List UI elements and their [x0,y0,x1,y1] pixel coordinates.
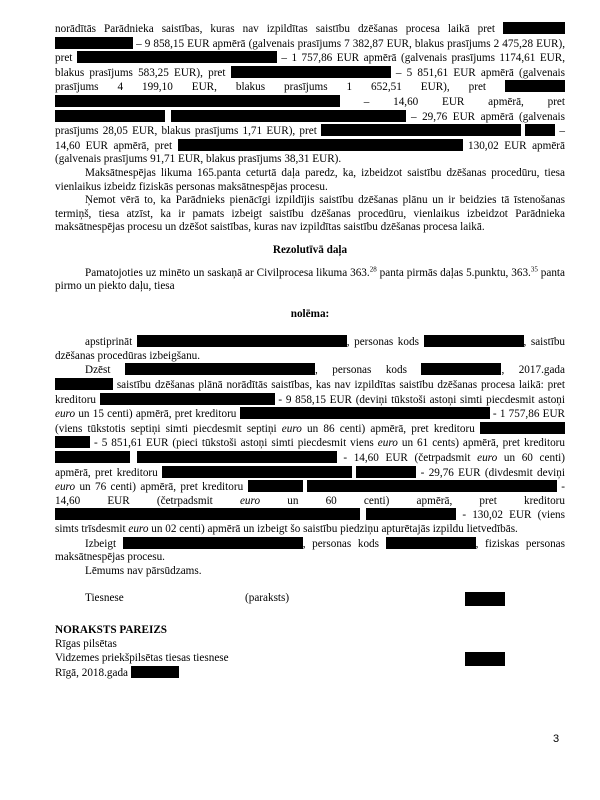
text: Pamatojoties uz minēto un saskaņā ar Civilprocesa likuma 363. [85,266,370,279]
text-italic: euro [55,481,76,494]
paragraph-court-finding: Ņemot vērā to, ka Parādnieks pienācīgi izpildījis saistību dzēšanas plānu un ir beidzies tā īstenošanas termiņš, tiesa atzīst, ka ir pamats izbeigt saistību dzēšanas procedūru, vienlaikus izbeidzot Parādnieka maksātnespējas procesu un dzēšot saistības, kuras nav izpildītas saistību dzēšanas procesa laikā. [55,194,565,234]
copy-court: Vidzemes priekšpilsētas tiesas tiesnese [55,651,229,664]
redaction-block [125,363,315,375]
text: - 29,76 EUR (divdesmit deviņi [420,466,565,479]
text-italic: euro [239,494,261,507]
text: un 60 centi) apmērā, pret kreditoru [55,452,566,479]
heading-resolutive-part: Rezolutīvā daļa [272,243,348,256]
redaction-block [77,51,277,63]
text: un 60 centi) apmērā, pret kreditoru [260,494,565,507]
copy-date [55,666,565,681]
signature-line [55,592,565,610]
text: , saistību dzēšanas procedūras izbeigšanu. [55,336,566,362]
redaction-block [525,124,555,136]
text: - 9 858,15 EUR (deviņi tūkstoši astoņi simti piecdesmit astoņi [278,393,565,406]
paragraph-law-reference: Maksātnespējas likuma 165.panta ceturtā daļa paredz, ka, izbeidzot saistību dzēšanas procedūru, tiesa vienlaikus izbeidz fiziskās personas maksātnespējas procesu. [55,166,565,193]
redaction-block [55,508,360,520]
paragraph-legal-basis [55,264,565,294]
redaction-block [55,110,165,122]
redaction-block [178,139,463,151]
redaction-block [137,335,347,347]
text: - 130,02 EUR (viens simts trīsdesmit [55,509,565,535]
text: , personas kods [302,537,380,550]
heading-decided: nolēma: [290,307,330,320]
text: - 5 851,61 EUR (pieci tūkstoši astoņi simti piecdesmit viens [94,437,374,450]
paragraph-not-appealable: Lēmums nav pārsūdzams. [85,564,202,577]
page-number: 3 [553,733,560,745]
text-italic: euro [377,437,398,450]
redaction-block [465,592,505,606]
paragraph-unfulfilled-obligations [55,22,565,167]
redaction-block [171,110,406,122]
redaction-block [465,652,505,666]
redaction-block [55,436,90,448]
text: apstiprināt [85,336,133,349]
document-page [55,22,565,680]
text: – 9 858,15 EUR apmērā (galvenais prasījums 7 382,87 EUR, blakus prasījums 2 475,28 EUR), pret [55,37,566,65]
text: un 76 centi) apmērā, pret kreditoru [75,481,244,494]
copy-court-line [55,652,565,666]
copy-certified-heading: NORAKSTS PAREIZS [55,624,168,637]
redaction-block [123,537,303,549]
text: un 86 centi) apmērā, pret kreditoru [301,422,475,435]
paragraph-approve [55,335,565,363]
text: – 14,60 EUR apmērā, pret [55,125,566,152]
paragraph-terminate [55,537,565,565]
redaction-block [131,666,179,678]
text: , personas kods [314,364,407,377]
redaction-block [366,508,456,520]
signature-placeholder: (paraksts) [245,592,290,605]
text: – 14,60 EUR apmērā, pret [363,95,565,108]
redaction-block [55,378,113,390]
redaction-block [503,22,565,34]
text-italic: euro [128,523,149,535]
redaction-block [240,407,490,419]
superscript: 28 [369,264,377,273]
redaction-block [100,393,275,405]
superscript: 35 [530,264,538,273]
text: panta pirmās daļas 5.punktu, 363. [376,266,531,279]
text-italic: euro [281,422,302,435]
redaction-block [386,537,476,549]
text: - 1 757,86 EUR (viens tūkstotis septiņi simti piecdesmit septiņi [55,408,566,435]
text: Rīgā, 2018.gada [55,666,129,679]
text: un 61 cents) apmērā, pret kreditoru [397,437,566,450]
redaction-block [137,451,337,463]
redaction-block [321,124,521,136]
redaction-block [248,480,303,492]
redaction-block [55,37,133,49]
redaction-block [55,95,340,107]
text: – 5 851,61 EUR apmērā (galvenais prasījums 4 199,10 EUR, blakus prasījums 1 652,51 EUR), pret [55,66,565,94]
redaction-block [480,422,565,434]
text: - 14,60 EUR (četrpadsmit [343,452,471,465]
text-italic: euro [477,452,498,465]
redaction-block [231,66,391,78]
text: panta pirmo un piekto daļu, tiesa [55,266,565,293]
redaction-block [55,451,130,463]
text: , personas kods [346,336,419,349]
text: un 15 centi) apmērā, pret kreditoru [75,408,237,421]
text: un 02 centi) apmērā un izbeigt šo saistību piedziņu apturētajās izpildu lietvedībās. [148,523,518,535]
text-italic: euro [55,408,76,421]
redaction-block [421,363,501,375]
redaction-block [356,466,416,478]
text: – 29,76 EUR apmērā (galvenais prasījums 28,05 EUR, blakus prasījums 1,71 EUR), pret [55,110,566,138]
text: 130,02 EUR apmērā (galvenais prasījums 91,71 EUR, blakus prasījums 38,31 EUR). [55,139,565,166]
text: Izbeigt [85,537,117,550]
judge-label: Tiesnese [85,592,124,605]
text: saistību dzēšanas plānā norādītās saistības, kas nav izpildītas saistību dzēšanas procesa laikā: pret kreditoru [55,379,565,406]
copy-city: Rīgas pilsētas [55,637,117,650]
redaction-block [424,335,524,347]
paragraph-erase-obligations [55,363,565,536]
text: norādītās Parādnieka saistības, kuras nav izpildītas saistību dzēšanas procesa laikā pret [55,23,495,35]
text: - 14,60 EUR (četrpadsmit [55,481,565,507]
text: – 1 757,86 EUR apmērā (galvenais prasījums 1174,61 EUR, blakus prasījums 583,25 EUR), pret [55,52,566,79]
text: Dzēst [85,364,111,377]
text: , fiziskas personas maksātnespējas procesu. [55,537,566,564]
text: , 2017.gada [501,364,565,377]
redaction-block [307,480,557,492]
redaction-block [162,466,352,478]
redaction-block [505,80,565,92]
